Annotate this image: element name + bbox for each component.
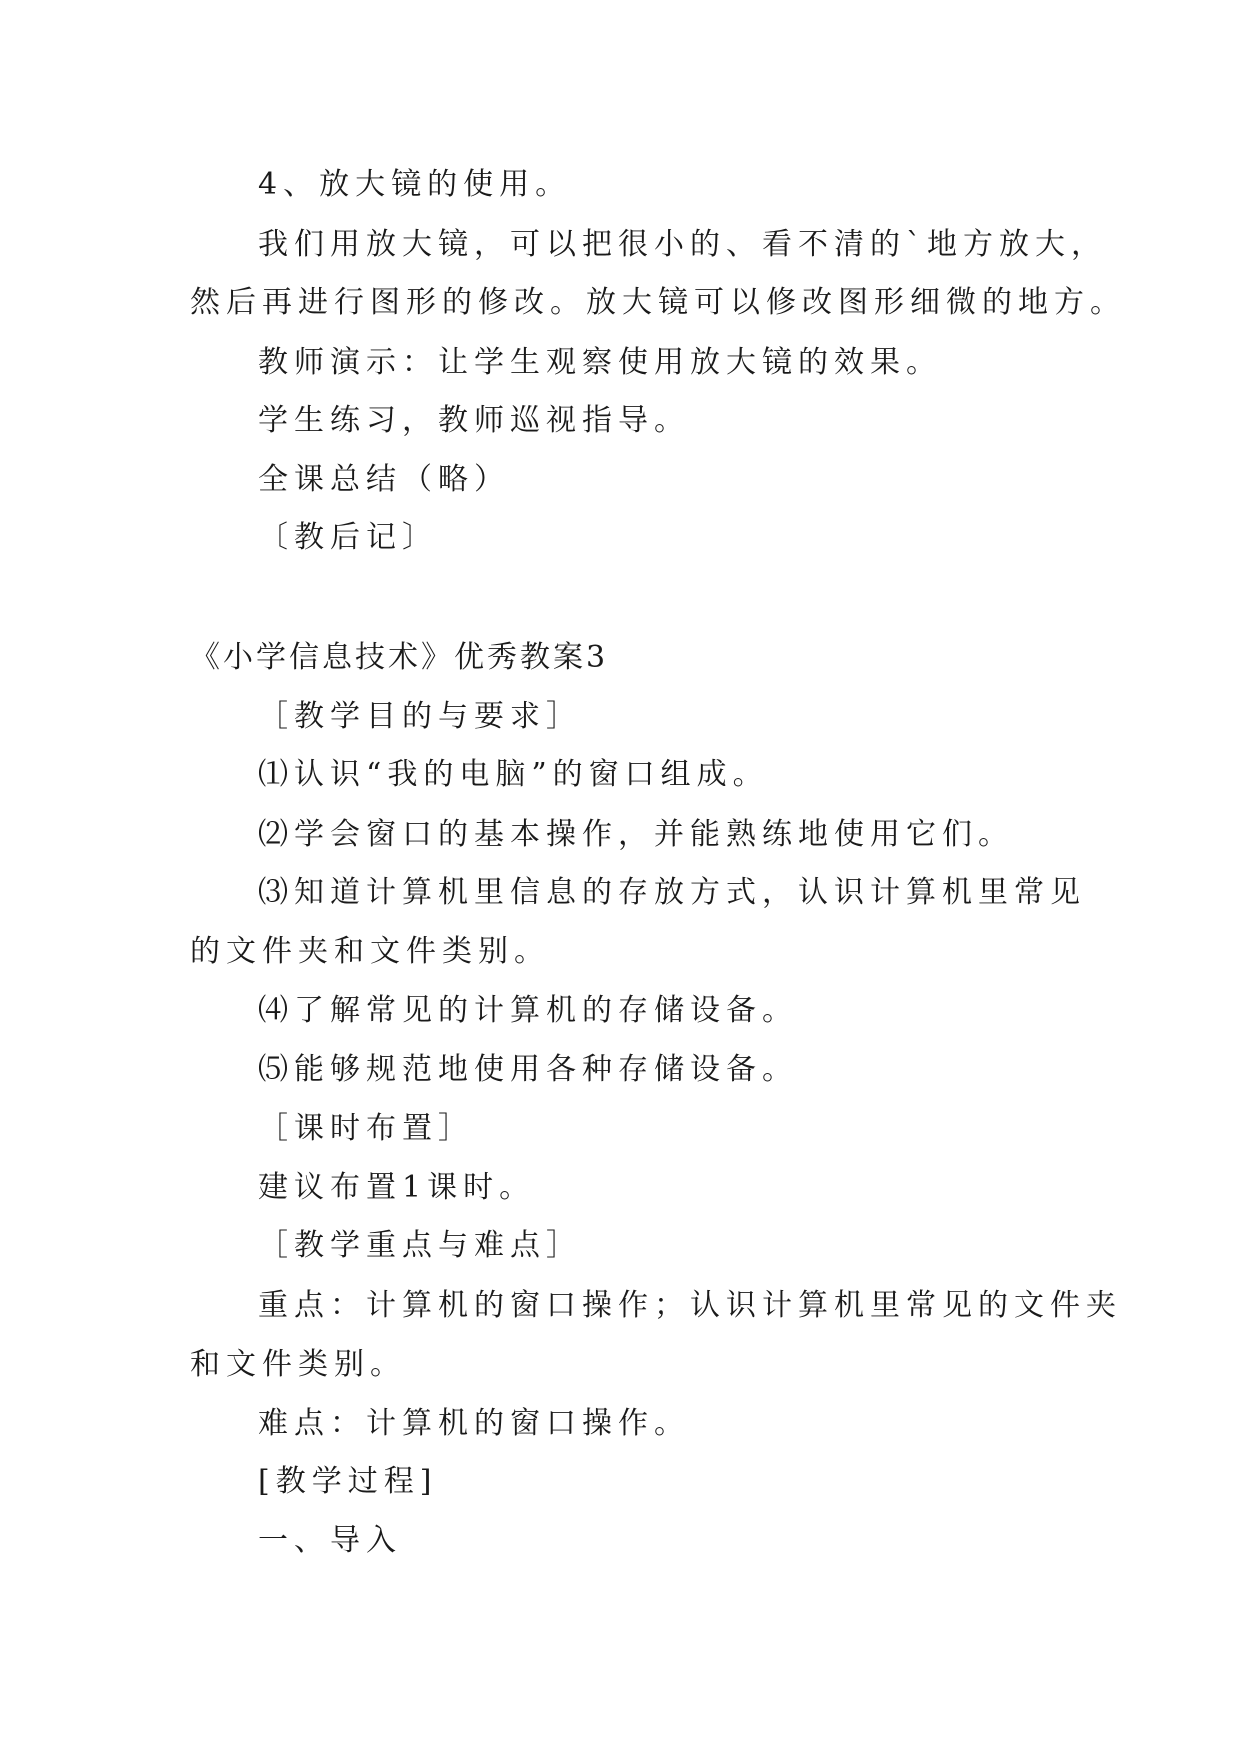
list-item: ⑶知道计算机里信息的存放方式，认识计算机里常见 [258,875,1086,910]
list-item: ⑷了解常见的计算机的存储设备。 [258,993,798,1028]
paragraph-line: 〔教后记〕 [258,520,438,555]
paragraph-line: 全课总结（略） [258,462,510,497]
paragraph-line: 重点：计算机的窗口操作；认识计算机里常见的文件夹 [258,1288,1122,1323]
list-item: ⑵学会窗口的基本操作，并能熟练地使用它们。 [258,817,1014,852]
paragraph-line: 我们用放大镜，可以把很小的、看不清的`地方放大， [258,227,1107,262]
paragraph-line: 难点：计算机的窗口操作。 [258,1406,690,1441]
section-heading: ［教学重点与难点］ [258,1228,582,1263]
section-heading: [教学过程] [258,1464,438,1499]
list-item: ⑸能够规范地使用各种存储设备。 [258,1052,798,1087]
section-heading: ［教学目的与要求］ [258,699,582,734]
paragraph-line: 和文件类别。 [190,1347,406,1382]
section-heading: ［课时布置］ [258,1111,474,1146]
list-item: ⑴认识“我的电脑”的窗口组成。 [258,757,769,792]
section-heading-magnifier: 4、放大镜的使用。 [258,167,572,202]
list-item-continuation: 的文件夹和文件类别。 [190,934,550,969]
paragraph-line: 建议布置1课时。 [258,1170,536,1205]
paragraph-line: 然后再进行图形的修改。放大镜可以修改图形细微的地方。 [190,285,1126,320]
paragraph-line: 学生练习，教师巡视指导。 [258,403,690,438]
paragraph-line: 一、导入 [258,1523,402,1558]
lesson-title: 《小学信息技术》优秀教案3 [190,640,609,675]
paragraph-line: 教师演示：让学生观察使用放大镜的效果。 [258,345,942,380]
